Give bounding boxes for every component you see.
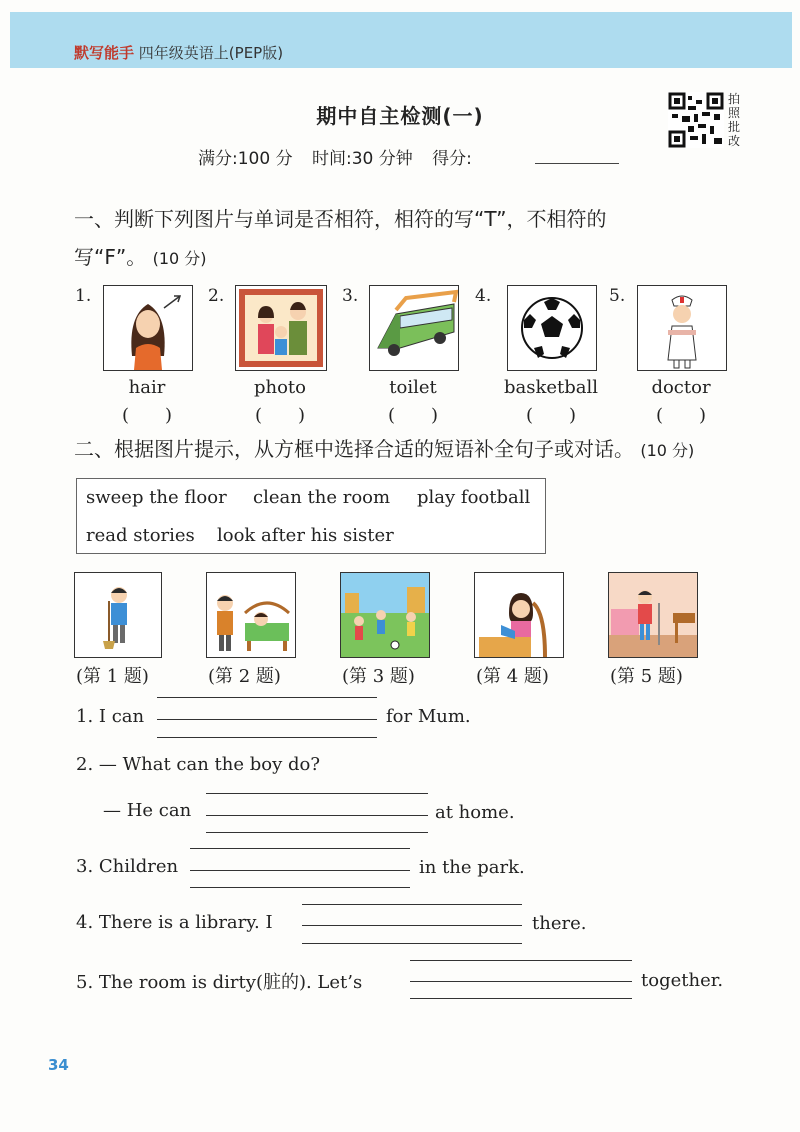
q2-label: (第 2 题)	[208, 666, 281, 687]
phrase-look-after: look after his sister	[217, 525, 394, 546]
girl-hair-icon	[104, 286, 192, 370]
book-name: 四年级英语上(PEP版)	[138, 44, 284, 62]
q5-answer-line-bottom[interactable]	[410, 998, 632, 999]
phrase-read: read stories	[86, 525, 195, 546]
q5-label: (第 5 题)	[610, 666, 683, 687]
section2-title	[74, 430, 694, 470]
phrase-football: play football	[417, 487, 531, 508]
q3-picture	[340, 572, 430, 658]
q5-pre: 5. The room is dirty(脏的). Let’s	[76, 972, 363, 993]
q2-post: at home.	[435, 802, 515, 823]
q1-answer-line-bottom[interactable]	[157, 737, 377, 738]
phrase-sweep: sweep the floor	[86, 487, 227, 508]
item4-picture	[507, 285, 597, 371]
brand-name: 默写能手	[74, 44, 135, 62]
q4-picture	[474, 572, 564, 658]
item5-number: 5.	[609, 286, 626, 306]
page-title: 期中自主检测(一)	[316, 104, 484, 128]
q2-pre: — He can	[103, 800, 192, 821]
q3-answer-line-mid[interactable]	[190, 870, 410, 871]
q4-answer-line-bottom[interactable]	[302, 943, 522, 944]
section1-title-line2: 写“F”。	[74, 245, 147, 269]
item5-answer[interactable]: ( )	[655, 405, 707, 426]
qr-code-icon[interactable]	[668, 92, 724, 148]
section1-score: (10 分)	[152, 249, 207, 268]
item2-word: photo	[253, 377, 307, 398]
item2-number: 2.	[208, 286, 225, 306]
nurse-icon	[638, 286, 726, 370]
score-label: 得分:	[432, 149, 472, 169]
section1-title-2	[74, 238, 207, 278]
q1-picture	[74, 572, 162, 658]
q2-answer-line-bottom[interactable]	[206, 832, 428, 833]
score-line	[198, 144, 486, 169]
qr-label: 拍照批改	[728, 92, 741, 148]
item3-answer[interactable]: ( )	[387, 405, 439, 426]
q4-post: there.	[532, 913, 587, 934]
q1-answer-line-top[interactable]	[157, 697, 377, 698]
kids-football-icon	[341, 573, 429, 657]
q3-post: in the park.	[419, 857, 525, 878]
item3-picture	[369, 285, 459, 371]
q2-answer-line-top[interactable]	[206, 793, 428, 794]
q3-answer-line-bottom[interactable]	[190, 887, 410, 888]
item4-number: 4.	[475, 286, 492, 306]
q4-pre: 4. There is a library. I	[76, 912, 273, 933]
item1-picture	[103, 285, 193, 371]
boy-sweeping-icon	[75, 573, 161, 657]
family-photo-icon	[236, 286, 326, 370]
q3-pre: 3. Children	[76, 856, 179, 877]
section2-score: (10 分)	[640, 441, 695, 460]
q2-question: 2. — What can the boy do?	[76, 754, 320, 775]
q1-pre: 1. I can	[76, 706, 145, 727]
item4-answer[interactable]: ( )	[525, 405, 577, 426]
item1-answer[interactable]: ( )	[121, 405, 173, 426]
q5-picture	[608, 572, 698, 658]
item3-number: 3.	[342, 286, 359, 306]
score-blank[interactable]	[535, 163, 619, 164]
q2-answer-line-mid[interactable]	[206, 815, 428, 816]
q1-post: for Mum.	[386, 706, 471, 727]
q4-answer-line-top[interactable]	[302, 904, 522, 905]
item4-word: basketball	[503, 377, 599, 398]
q4-answer-line-mid[interactable]	[302, 925, 522, 926]
header-text	[74, 42, 283, 63]
q2-picture	[206, 572, 296, 658]
section2-title-text: 二、根据图片提示，从方框中选择合适的短语补全句子或对话。	[74, 437, 634, 461]
bus-icon	[370, 286, 458, 370]
section1-title	[74, 200, 607, 238]
section1-title-line1: 一、判断下列图片与单词是否相符，相符的写“T”，不相符的	[74, 207, 607, 231]
q5-answer-line-mid[interactable]	[410, 981, 632, 982]
phrase-clean: clean the room	[253, 487, 391, 508]
item3-word: toilet	[389, 377, 437, 398]
q3-label: (第 3 题)	[342, 666, 415, 687]
item1-number: 1.	[75, 286, 92, 306]
boy-with-sister-icon	[207, 573, 295, 657]
item2-picture	[235, 285, 327, 371]
q5-answer-line-top[interactable]	[410, 960, 632, 961]
q1-answer-line-mid[interactable]	[157, 719, 377, 720]
q1-label: (第 1 题)	[76, 666, 149, 687]
time-limit: 时间:30 分钟	[312, 149, 413, 169]
soccer-ball-icon	[508, 286, 596, 370]
q4-label: (第 4 题)	[476, 666, 549, 687]
page-number: 34	[48, 1056, 69, 1074]
item1-word: hair	[128, 377, 166, 398]
item5-word: doctor	[651, 377, 711, 398]
q3-answer-line-top[interactable]	[190, 848, 410, 849]
girl-reading-icon	[475, 573, 563, 657]
q5-post: together.	[641, 970, 724, 991]
phrase-box	[76, 478, 546, 554]
boy-cleaning-room-icon	[609, 573, 697, 657]
item5-picture	[637, 285, 727, 371]
item2-answer[interactable]: ( )	[254, 405, 306, 426]
full-score: 满分:100 分	[198, 149, 293, 169]
